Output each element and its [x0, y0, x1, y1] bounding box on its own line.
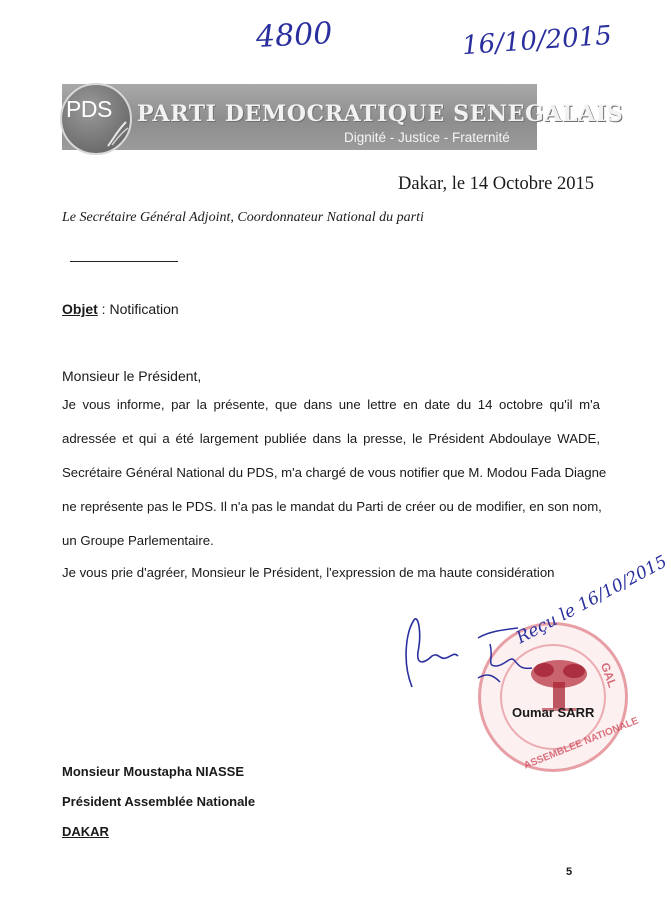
recipient-city: DAKAR: [62, 824, 109, 839]
party-motto: Dignité - Justice - Fraternité: [344, 130, 510, 145]
page-number: 5: [566, 866, 573, 878]
sender-title: Le Secrétaire Général Adjoint, Coordonnateur National du parti: [62, 210, 424, 225]
separator-rule: [70, 261, 178, 262]
recipient-title: Président Assemblée Nationale: [62, 794, 256, 809]
signatory-name: Oumar SARR: [512, 705, 595, 720]
body-line: ne représente pas le PDS. Il n'a pas le mandat du Parti de créer ou de modifier, en son nom,: [62, 499, 602, 514]
stamp-handwritten-note: Reçu le 16/10/2015: [513, 551, 671, 649]
sender-signature: [392, 612, 542, 692]
pds-logo-text: PDS: [66, 96, 112, 122]
closing-line: Je vous prie d'agréer, Monsieur le Président, l'expression de ma haute considération: [62, 565, 555, 580]
body-line: un Groupe Parlementaire.: [62, 533, 214, 548]
handwritten-ref-number: 4800: [255, 16, 334, 55]
place-date: Dakar, le 14 Octobre 2015: [398, 174, 595, 194]
stamp-ring-text-right: GAL: [597, 660, 620, 690]
recipient-name: Monsieur Moustapha NIASSE: [62, 764, 245, 779]
logo-swoosh-icon: [104, 118, 130, 148]
subject-separator: :: [97, 301, 110, 317]
salutation: Monsieur le Président,: [62, 368, 202, 384]
body-line: Secrétaire Général National du PDS, m'a chargé de vous notifier que M. Modou Fada Diagne: [62, 465, 607, 480]
party-name: PARTI DEMOCRATIQUE SENEGALAIS: [137, 101, 624, 127]
subject-label: Objet: [62, 301, 98, 317]
handwritten-date: 16/10/2015: [461, 20, 613, 62]
body-line: Je vous informe, par la présente, que dans une lettre en date du 14 octobre qu'il m'a: [62, 397, 600, 412]
subject-line: [62, 301, 179, 317]
body-line: adressée et qui a été largement publiée dans la presse, le Président Abdoulaye WADE,: [62, 431, 600, 446]
subject-value: Notification: [109, 301, 179, 317]
stamp-ring-text-bottom: ASSEMBLEE NATIONALE: [522, 715, 641, 772]
